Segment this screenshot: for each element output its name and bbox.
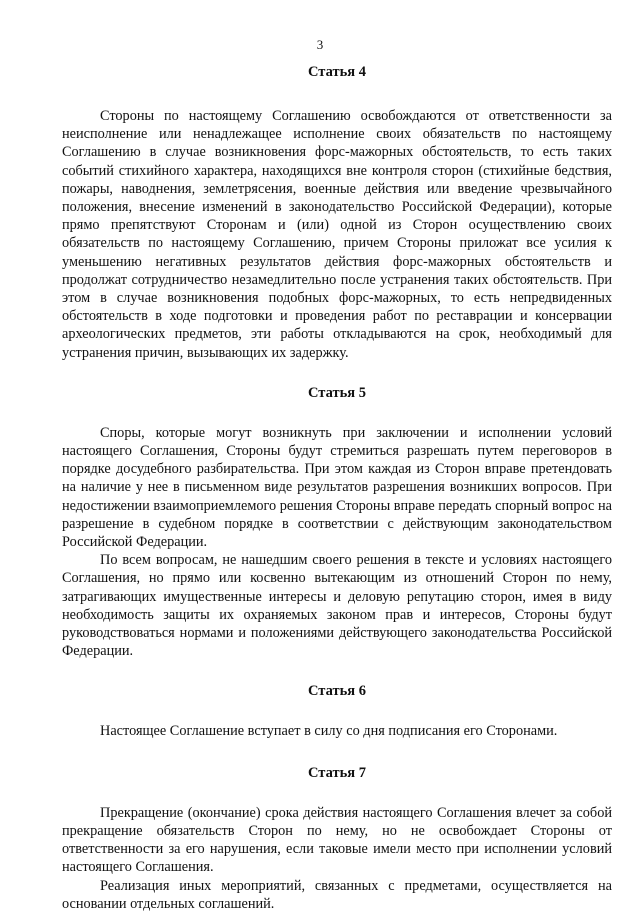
article-4-paragraph-1: Стороны по настоящему Соглашению освобождаются от ответственности за неисполнение или ненадлежащее исполнение своих обязательств по настоящему Соглашению в случае возникновения форс-мажорных обстоятельств, то есть таких событий стихийного характера, находящихся вне контроля сторон (стихийные бедствия, пожары, наводнения, землетрясения, военные действия или введение чрезвычайного положения, внесение изменений в законодательство Российской Федерации), которые прямо препятствуют Сторонам и (или) одной из Сторон осуществлению своих обязательств по настоящему Соглашению, причем Стороны приложат все усилия к уменьшению негативных результатов действия форс-мажорных обстоятельств и продолжат сотрудничество незамедлительно после устранения таких обстоятельств. При этом в случае возникновения подобных форс-мажорных, то есть непредвиденных обстоятельств в ходе подготовки и проведения работ по реставрации и консервации археологических предметов, эти работы откладываются на срок, необходимый для устранения причин, вызывающих их задержку. <box>62 108 612 361</box>
article-7-heading: Статья 7 <box>308 764 366 781</box>
article-6-heading: Статья 6 <box>308 683 366 700</box>
article-5-body <box>62 424 612 661</box>
article-4-heading: Статья 4 <box>308 64 366 80</box>
article-7-paragraph-1: Прекращение (окончание) срока действия настоящего Соглашения влечет за собой прекращение обязательств Сторон по нему, но не освобождает Стороны от ответственности за его нарушения, если таковые имели место при исполнении условий настоящего Соглашения. <box>62 804 612 876</box>
article-6-paragraph-1: Настоящее Соглашение вступает в силу со дня подписания его Сторонами. <box>100 723 558 740</box>
article-5-paragraph-2: По всем вопросам, не нашедшим своего решения в тексте и условиях настоящего Соглашения, но прямо или косвенно вытекающим из отношений Сторон по нему, затрагивающих имущественные интересы и деловую репутацию сторон, имея в виду необходимость защиты их охраняемых законом прав и интересов, Стороны будут руководствоваться нормами и положениями действующего законодательства Российской Федерации. <box>62 552 612 660</box>
article-7-body <box>62 804 612 913</box>
article-5-paragraph-1: Споры, которые могут возникнуть при заключении и исполнении условий настоящего Соглашения, Стороны будут стремиться разрешать путем переговоров в порядке досудебного разбирательства. При этом каждая из Сторон вправе претендовать на наличие у нее в письменном виде результатов разрешения возникших вопросов. При недостижении взаимоприемлемого решения Стороны вправе передать спорный вопрос на разрешение в судебном порядке в соответствии с действующим законодательством Российской Федерации. <box>62 424 612 551</box>
article-4-body <box>62 107 612 362</box>
article-7-paragraph-2: Реализация иных мероприятий, связанных с предметами, осуществляется на основании отдельных соглашений. <box>62 877 612 912</box>
article-6-body <box>62 722 612 740</box>
article-5-heading: Статья 5 <box>308 384 366 401</box>
page-number: 3 <box>316 37 324 52</box>
